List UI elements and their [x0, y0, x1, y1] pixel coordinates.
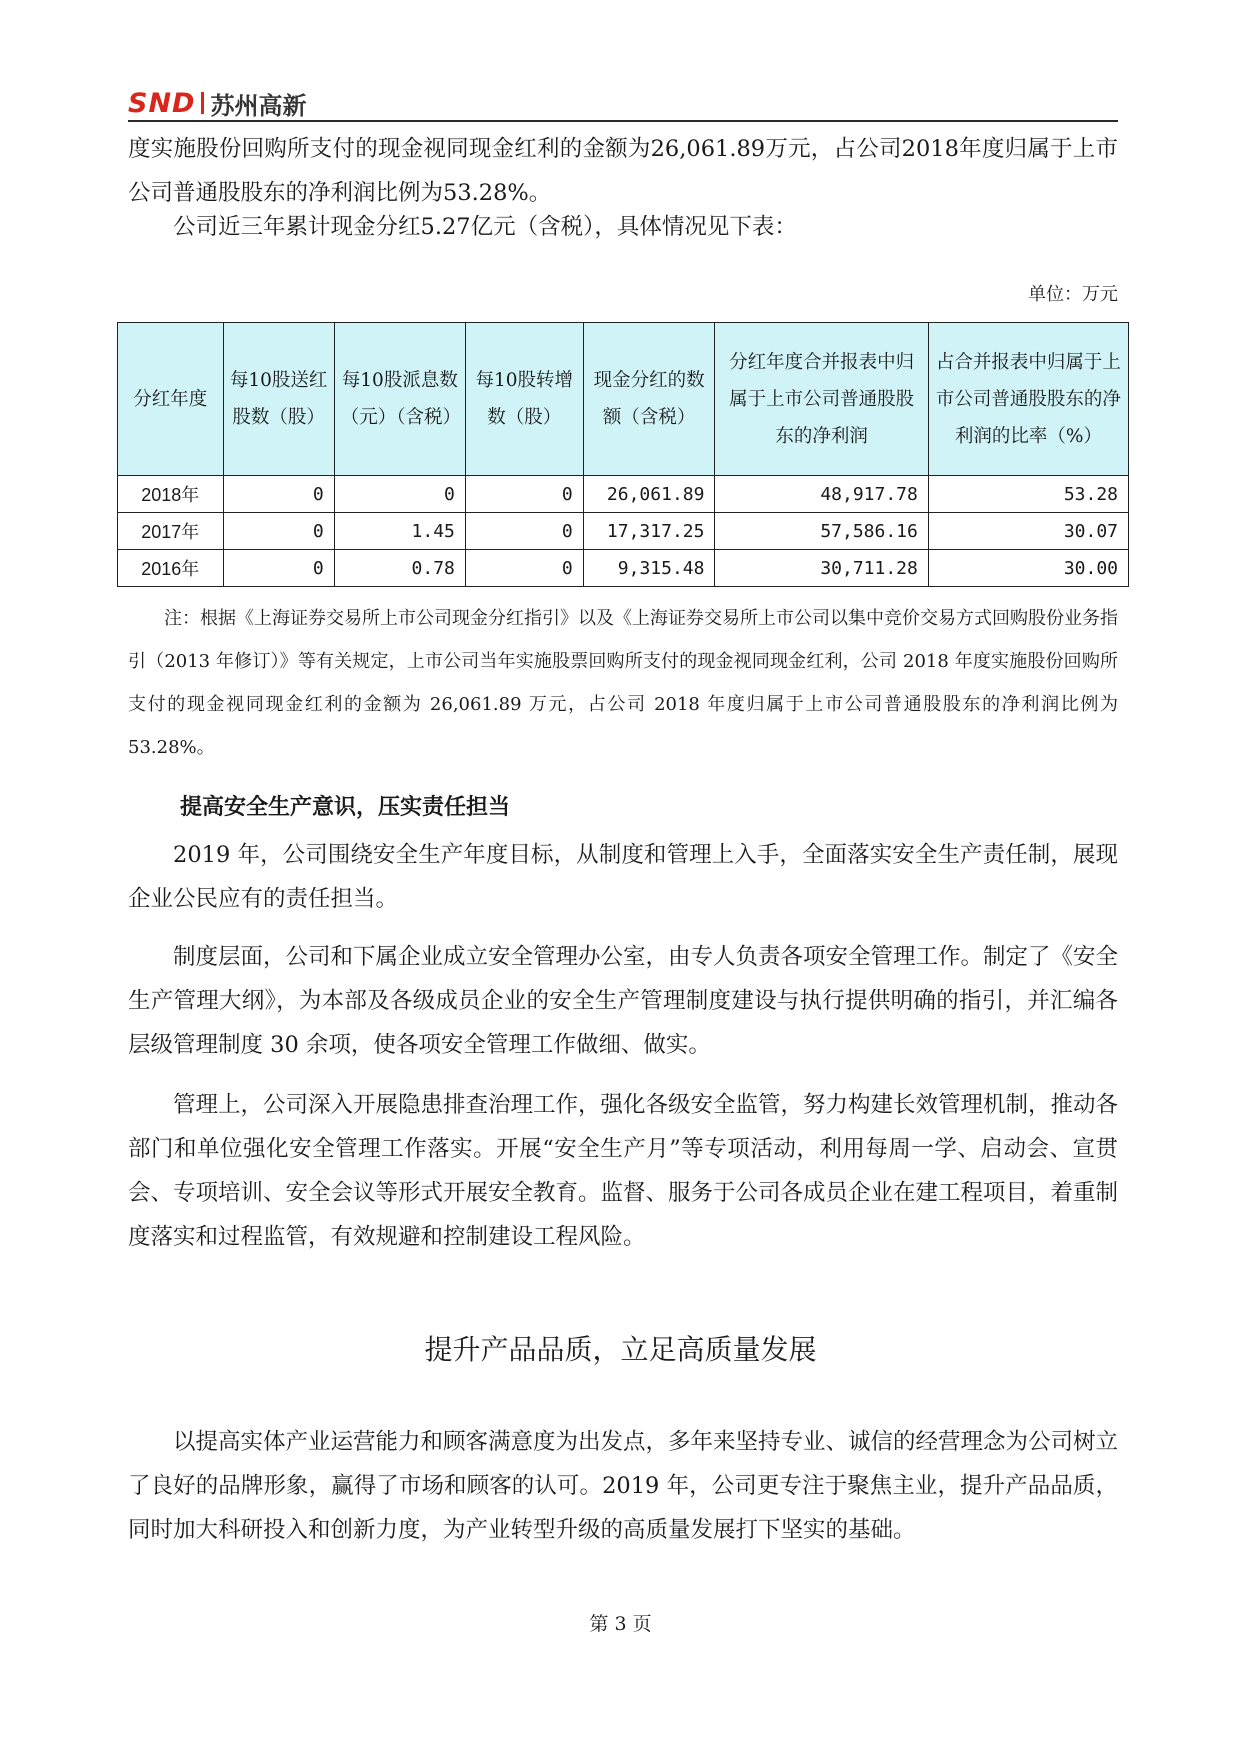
table-cell: 53.28 [928, 476, 1128, 513]
table-cell: 0 [223, 513, 334, 550]
logo-divider [201, 92, 204, 114]
table-row [118, 513, 1129, 550]
table-cell: 17,317.25 [583, 513, 715, 550]
table-cell: 0.78 [334, 550, 465, 587]
table-cell: 30.07 [928, 513, 1128, 550]
table-header-row [118, 323, 1129, 476]
page-header [128, 84, 1118, 122]
safety-paragraph-1: 2019 年，公司围绕安全生产年度目标，从制度和管理上入手，全面落实安全生产责任制，展现企业公民应有的责任担当。 [128, 842, 1118, 912]
table-cell: 30,711.28 [715, 550, 928, 587]
table-cell: 26,061.89 [583, 476, 715, 513]
table-cell: 0 [223, 476, 334, 513]
table-header-cell: 每10股派息数（元）（含税） [334, 323, 465, 476]
safety-paragraph-3: 管理上，公司深入开展隐患排查治理工作，强化各级安全监管，努力构建长效管理机制，推动各部门和单位强化安全管理工作落实。开展“安全生产月”等专项活动，利用每周一学、启动会、宣贯会、专项培训、安全会议等形式开展安全教育。监督、服务于公司各成员企业在建工程项目，着重制度落实和过程监管，有效规避和控制建设工程风险。 [128, 1092, 1119, 1250]
table-cell: 48,917.78 [715, 476, 928, 513]
table-cell: 30.00 [928, 550, 1128, 587]
page-number: 第 3 页 [589, 1613, 652, 1635]
table-cell: 0 [465, 550, 583, 587]
section-heading-quality: 提升产品品质，立足高质量发展 [424, 1333, 817, 1366]
table-cell: 1.45 [334, 513, 465, 550]
intro-paragraph-1: 度实施股份回购所支付的现金视同现金红利的金额为26,061.89万元，占公司2018年度归属于上市公司普通股股东的净利润比例为53.28%。 [128, 136, 1118, 206]
table-header-cell: 分红年度合并报表中归属于上市公司普通股股东的净利润 [715, 323, 928, 476]
table-row [118, 476, 1129, 513]
table-cell: 2018年 [118, 476, 224, 513]
table-header-cell: 每10股送红股数（股） [223, 323, 334, 476]
unit-label: 单位：万元 [1028, 284, 1118, 305]
table-cell: 0 [465, 513, 583, 550]
logo-brand: SND [128, 87, 196, 119]
table-note: 注：根据《上海证券交易所上市公司现金分红指引》以及《上海证券交易所上市公司以集中竞价交易方式回购股份业务指引（2013 年修订）》等有关规定，上市公司当年实施股票回购所支付的现金视同现金红利，公司 2018 年度实施股份回购所支付的现金视同现金红利的金额为 26,061.89 万元，占公司 2018 年度归属于上市公司普通股股东的净利润比例为 53.28%。 [128, 608, 1118, 758]
table-cell: 57,586.16 [715, 513, 928, 550]
table-cell: 2016年 [118, 550, 224, 587]
table-cell: 0 [334, 476, 465, 513]
section-heading-safety: 提高安全生产意识，压实责任担当 [180, 795, 511, 820]
safety-paragraph-2: 制度层面，公司和下属企业成立安全管理办公室，由专人负责各项安全管理工作。制定了《安全生产管理大纲》，为本部及各级成员企业的安全生产管理制度建设与执行提供明确的指引，并汇编各层级管理制度 30 余项，使各项安全管理工作做细、做实。 [128, 944, 1119, 1058]
table-header-cell: 现金分红的数额（含税） [583, 323, 715, 476]
table-header-cell: 每10股转增数（股） [465, 323, 583, 476]
table-header-cell: 分红年度 [118, 323, 224, 476]
company-logo [128, 88, 306, 118]
table-row [118, 550, 1129, 587]
table-cell: 9,315.48 [583, 550, 715, 587]
intro-paragraph-2: 公司近三年累计现金分红5.27亿元（含税），具体情况见下表： [173, 214, 797, 240]
table-header-cell: 占合并报表中归属于上市公司普通股股东的净利润的比率（%） [928, 323, 1128, 476]
table-cell: 0 [465, 476, 583, 513]
table-cell: 2017年 [118, 513, 224, 550]
dividend-table [117, 322, 1129, 587]
quality-paragraph-1: 以提高实体产业运营能力和顾客满意度为出发点，多年来坚持专业、诚信的经营理念为公司树立了良好的品牌形象，赢得了市场和顾客的认可。2019 年，公司更专注于聚焦主业，提升产品品质，同时加大科研投入和创新力度，为产业转型升级的高质量发展打下坚实的基础。 [128, 1429, 1119, 1543]
logo-name: 苏州高新 [210, 91, 307, 120]
table-cell: 0 [223, 550, 334, 587]
